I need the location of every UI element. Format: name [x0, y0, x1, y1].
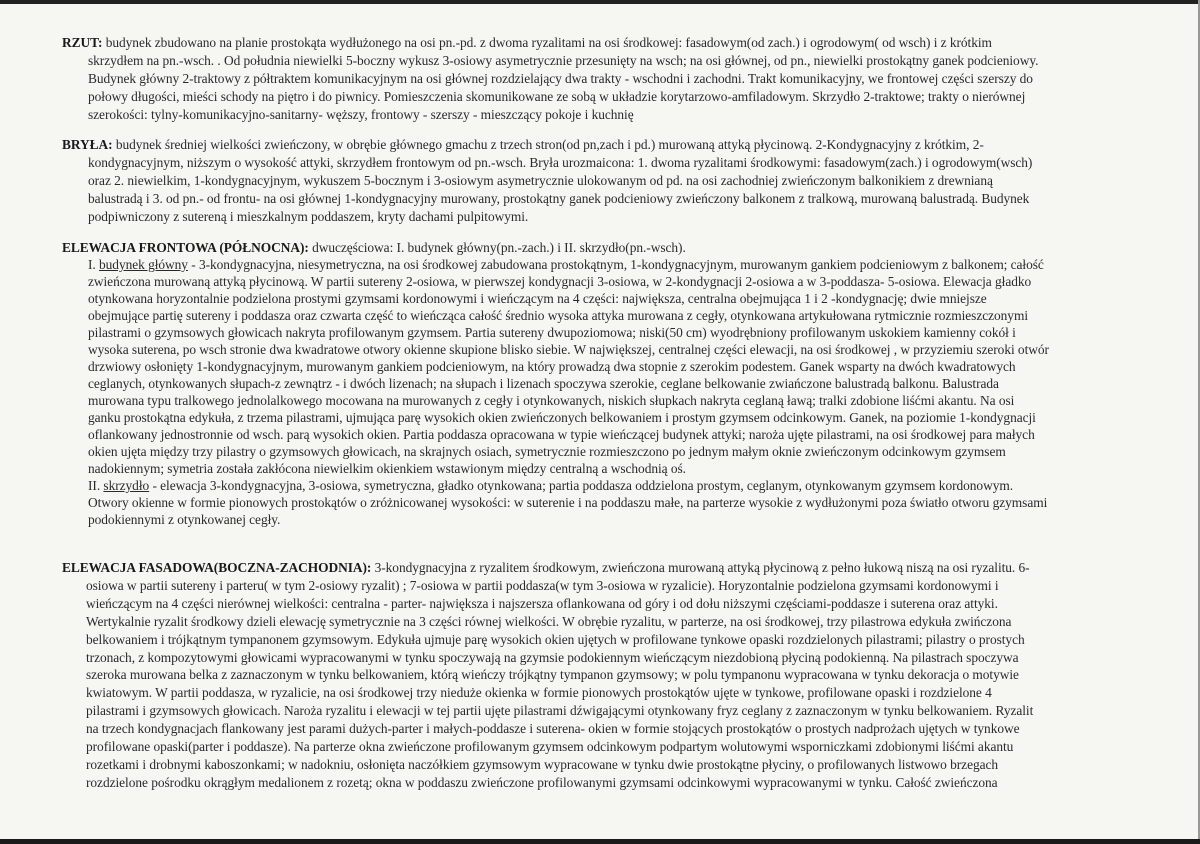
- line-text: kwiatowym. W partii poddasza, w ryzalicie, na osi środkowej trzy nieduże okienka w formie pionowych prostokątów ujęte w tynkowe, profilowane opaski i rozdzielone 4: [86, 685, 992, 701]
- subsection-number: II.: [88, 478, 104, 493]
- line-text: Otwory okienne w formie pionowych prostokątów o zróżnicowanej wysokości: w suterenie i na poddaszu małe, na parterze wysokie z wydłużonymi poza światło otworu gzymsami: [88, 495, 1048, 510]
- line-text: skrzydłem na pn.-wsch. . Od południa niewielki 5-boczny wykusz 3-osiowy asymetrycznie przesunięty na wsch; na osi głównej, od pn., niewielki prostokątny ganek podcieniowy.: [88, 53, 1039, 68]
- line-text: na trzech kondygnacjach flankowany jest parami dużych-parter i małych-poddasze i suterena- okien w formie stojących prostokątów o prostych nadprożach ujętych w tynkowe: [86, 721, 1020, 737]
- text-line: [88, 290, 987, 308]
- line-text: belkowaniem i trójkątnym tympanonem gzymsowym. Edykuła ujmuje parę wysokich okien ujętych w profilowane tynkowe opaski rozdzielonych pilastrami; pilastry o prostych: [86, 631, 1025, 647]
- line-text: podpiwniczony z sutereną i mieszkalnym poddaszem, kryty dachami pulpitowymi.: [88, 209, 529, 224]
- line-text: wysoka suterena, po wsch stronie dwa kwadratowe otwory okienne skupione blisko siebie. W największej, centralnej części elewacji, na osi środkowej , w przyziemiu szeroki otwór: [88, 342, 1049, 357]
- scan-edge-bottom: [0, 839, 1200, 844]
- text-line: [88, 375, 999, 393]
- line-text: oraz 2. niewielkim, 1-kondygnacyjnym, wykuszem 5-bocznym i 3-osiowym asymetrycznie ulokowanym od pd. na osi zachodniej zwieńczonym balkonikiem z drewnianą: [88, 173, 993, 188]
- text-line: [88, 208, 528, 226]
- text-line: [88, 172, 993, 190]
- text-line: [88, 409, 1036, 427]
- text-line: [88, 511, 280, 529]
- line-text: profilowane opaski(parter i poddasze). Na parterze okna zwieńczone profilowanym gzymsem odcinkowym podpartym wolutowymi wsporniczkami zdobionymi liśćmi akantu: [86, 739, 1014, 754]
- line-text: rozetkami i drobnymi kaboszonkami; w nadokniu, osłonięta naczółkiem gzymsowym wypracowane w tynku dwie prostokątne płyciny, o profilowanych listwowo brzegach: [86, 756, 999, 772]
- text-line: [62, 136, 984, 154]
- text-line: [88, 324, 1016, 342]
- line-text: murowana typu tralkowego jednolalkowego mocowana na murowanych z cegły i otynkowanych, niskich słupkach nakryta ceglaną ławą; tralki zdobione liśćmi akantu. Na osi: [88, 393, 1015, 408]
- text-line: [62, 239, 686, 257]
- line-text: szeroka murowana belka z zaznaczonym w tynku belkowaniem, którą wieńczy trójkątny tympanon gzymsowy; w polu tympanonu wypracowana w tynku dekoracja o motywie: [86, 667, 1019, 683]
- line-text: balustradą i 3. od pn.- od frontu- na osi głównej 1-kondygnacyjny murowany, prostokątny ganek podcieniowy zwieńczony balkonem z tralkową, murowaną balustradą. Budynek: [88, 191, 1030, 206]
- line-text: otynkowana horyzontalnie podzielona prostymi gzymsami kordonowymi i wieńczącym na 4 części: największa, centralna obejmująca 1 i 2 -kondygnację; dwie mniejsze: [88, 291, 987, 306]
- text-line: [86, 613, 1011, 631]
- line-text: dwuczęściowa: I. budynek główny(pn.-zach.) i II. skrzydło(pn.-wsch).: [308, 240, 686, 255]
- text-line: [86, 631, 1025, 649]
- line-text: trzonach, z kompozytowymi głowicami wypracowanymi w tynku spoczywają na gzymsie podokiennym wieńczącym niezdobioną płyciną podokienną. Na pilastrach spoczywa: [86, 649, 1019, 665]
- text-line: [86, 666, 1019, 684]
- line-text: osiowa w partii sutereny i parteru( w tym 2-osiowy ryzalit) ; 7-osiowa w partii poddasza(w tym 3-osiowa w ryzalicie). Horyzontalnie podzielona gzymsami kordonowymi i: [86, 577, 999, 593]
- line-text: budynek średniej wielkości zwieńczony, w obrębie głównego gmachu z trzech stron(od pn,zach i pd.) murowaną attyką płycinową. 2-Kondygnacyjny z krótkim, 2-: [112, 137, 984, 152]
- section-heading: ELEWACJA FRONTOWA (PÓŁNOCNA):: [62, 240, 309, 255]
- text-line: [88, 154, 1032, 172]
- line-text: ganku prostokątna edykuła, z trzema pilastrami, ujmująca parę wysokich okien zwieńczonych belkowaniem i prostym gzymsem odcinkowym. Ganek, na poziomie 1-kondygnacji: [88, 410, 1036, 425]
- line-text: nadokiennym; symetria została zakłócona niewielkim okienkiem wstawionym między centralną a wschodnią oś.: [88, 461, 686, 476]
- text-line: [88, 256, 1044, 274]
- line-text: - 3-kondygnacyjna, niesymetryczna, na osi środkowej zabudowana prostokątnym, 1-kondygnacyjnym, murowanym gankiem podcieniowym z balkonem; całość: [187, 257, 1044, 272]
- line-text: pilastrami i gzymsowych głowicach. Naroża ryzalitu i elewacji w tej partii ujęte pilastrami dźwigającymi otynkowany fryz ceglany z zaznaczonym w tynku belkowaniem. Ryzalit: [86, 703, 1034, 719]
- line-text: drzwiowy osłonięty 1-kondygnacyjnym, murowanym gankiem podcieniowym, na który prowadzą dwa stopnie z szerokim podestem. Ganek wsparty na dwóch kwadratowych: [88, 359, 1016, 374]
- text-line: [88, 106, 634, 124]
- text-line: [88, 88, 1025, 106]
- text-line: [88, 70, 1033, 88]
- text-line: [86, 738, 1013, 756]
- section-heading: ELEWACJA FASADOWA(BOCZNA-ZACHODNIA):: [62, 560, 372, 575]
- text-line: [88, 477, 1013, 495]
- text-line: [88, 358, 1016, 376]
- section-heading: RZUT:: [62, 35, 103, 50]
- line-text: pilastrami o gzymsowych głowicach nakryta profilowanym gzymsem. Partia sutereny dwupoziomowa; niski(50 cm) wyodrębniony profilowanym uskokiem kamienny cokół i: [88, 325, 1016, 340]
- line-text: zwieńczona murowaną attyką płycinową. W partii sutereny 2-osiowa, w pierwszej kondygnacji 3-osiowa, w 2-kondygnacji 2-osiowa a w 3-poddasza- 5-osiowa. Elewacja gładko: [88, 274, 1032, 289]
- text-line: [62, 559, 1030, 577]
- subsection-title: budynek główny: [99, 257, 188, 272]
- text-line: [62, 34, 992, 52]
- line-text: oflankowany jednostronnie od wsch. parą wysokich okien. Partia poddasza opracowana w typie wieńczącej budynek attyki; naroża ujęte pilastrami, na osi środkowej para małych: [88, 427, 1035, 442]
- text-line: [88, 460, 686, 478]
- line-text: 3-kondygnacyjna z ryzalitem środkowym, zwieńczona murowaną attyką płycinową z pełno łukową niszą na osi ryzalitu. 6-: [371, 560, 1030, 575]
- line-text: wieńczącym na 4 części nierównej wielkości: centralna - parter- największa i najszersza oflankowana od góry i od dołu niższymi częściami-poddasze i suterena oraz attyki.: [86, 595, 998, 611]
- text-line: [86, 756, 998, 774]
- line-text: ceglanych, otynkowanych słupach-z zewnątrz - i dwóch lizenach; na słupach i lizenach spoczywa szerokie, ceglane belkowanie zwiańczone balustradą balkonu. Balustrada: [88, 376, 999, 391]
- text-line: [88, 494, 1047, 512]
- line-text: budynek zbudowano na planie prostokąta wydłużonego na osi pn.-pd. z dwoma ryzalitami na osi środkowej: fasadowym(od zach.) i ogrodowym( od wsch) i z krótkim: [102, 35, 992, 50]
- subsection-title: skrzydło: [103, 478, 150, 493]
- text-line: [88, 443, 1006, 461]
- text-line: [88, 341, 1049, 359]
- text-line: [88, 273, 1031, 291]
- text-line: [86, 702, 1033, 720]
- line-text: Budynek główny 2-traktowy z półtraktem komunikacyjnym na osi głównej rozdzielający dwa trakty - wschodni i zachodni. Trakt komunikacyjny, we frontowej części szerszy do: [88, 71, 1033, 86]
- text-line: [86, 720, 1020, 738]
- text-line: [86, 595, 998, 613]
- line-text: rozdzielone pośrodku okrągłym medalionem z rozetą; okna w poddaszu zwieńczone profilowanymi gzymsami odcinkowymi wypracowanymi w tynku. Całość zwieńczona: [86, 774, 998, 790]
- line-text: szerokości: tylny-komunikacyjno-sanitarny- węższy, frontowy - szerszy - mieszczący pokoje i kuchnię: [88, 107, 634, 122]
- text-line: [86, 684, 992, 702]
- text-line: [86, 774, 998, 792]
- text-line: [88, 52, 1038, 70]
- scan-edge-top: [0, 0, 1200, 4]
- text-line: [88, 392, 1014, 410]
- section-heading: BRYŁA:: [62, 137, 113, 152]
- text-line: [88, 190, 1029, 208]
- line-text: Wertykalnie ryzalit środkowy dzieli elewację symetrycznie na 3 części równej wielkości. W obrębie ryzalitu, w parterze, na osi środkowej, trzy pilastrowa edykuła zwińczona: [86, 613, 1012, 629]
- line-text: okien ujęta między trzy pilastry o gzymsowych głowicach, na skrajnych osiach, symetrycznie rozmieszczono po jednym małym oknie zwieńczonym odcinkowym gzymsem: [88, 444, 1006, 459]
- text-line: [88, 426, 1035, 444]
- text-line: [86, 577, 999, 595]
- line-text: obejmujące partię sutereny i poddasza oraz czwarta część to wieńcząca całość średnio wysoka attyka murowana z cegły, otynkowana artykułowana rytmicznie rozmieszczonymi: [88, 308, 1028, 323]
- line-text: podokiennymi z otynkowanej cegły.: [88, 512, 281, 527]
- line-text: połowy długości, mieści schody na piętro i do piwnicy. Pomieszczenia skomunikowane ze sobą w układzie korytarzowo-amfiladowym. Skrzydło 2-traktowe; trakty o nierównej: [88, 89, 1026, 104]
- subsection-number: I.: [88, 257, 100, 272]
- text-line: [86, 649, 1019, 667]
- text-line: [88, 307, 1028, 325]
- line-text: kondygnacyjnym, niższym o wysokość attyki, skrzydłem frontowym od pn.-wsch. Bryła urozmaicona: 1. dwoma ryzalitami środkowymi: fasadowym(zach.) i ogrodowym(wsch): [88, 155, 1033, 170]
- line-text: - elewacja 3-kondygnacyjna, 3-osiowa, symetryczna, gładko otynkowana; partia poddasza oddzielona prostym, ceglanym, otynkowanym gzymsem kordonowym.: [149, 478, 1014, 493]
